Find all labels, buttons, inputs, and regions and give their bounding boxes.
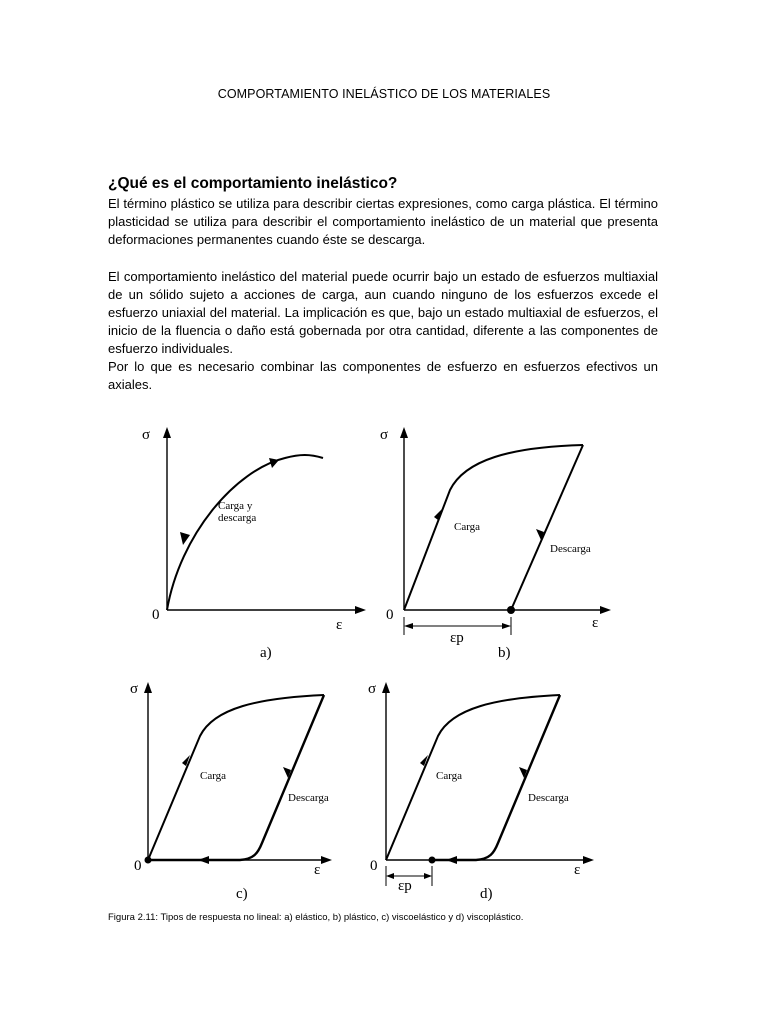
caption-d: d) (480, 886, 493, 902)
caption-b: b) (498, 645, 511, 661)
caption-c: c) (236, 886, 248, 902)
epsilon-axis-label: ε (314, 862, 321, 878)
figure-d-viscoplastic (360, 678, 620, 928)
origin-label: 0 (134, 858, 142, 874)
paragraph-multiaxial (108, 268, 658, 394)
figure-b-plastic (380, 425, 640, 675)
figure-a-diagram (140, 425, 400, 675)
paragraph-text: Por lo que es necesario combinar las componentes de esfuerzo en esfuerzos efectivos un axiales. (108, 359, 658, 392)
label-carga: Carga (436, 770, 463, 782)
epsilon-p-label: εp (398, 878, 412, 894)
sigma-axis-label: σ (368, 681, 377, 697)
epsilon-axis-label: ε (574, 862, 581, 878)
arrow-icon (198, 856, 209, 864)
arrow-icon (446, 856, 457, 864)
figure-c-diagram (128, 678, 388, 928)
label-descarga: Descarga (288, 792, 329, 804)
figure-caption: Figura 2.11: Tipos de respuesta no lineal: a) elástico, b) plástico, c) viscoelástico y d) viscoplástico. (108, 912, 524, 923)
origin-label: 0 (386, 607, 394, 623)
label-descarga: Descarga (528, 792, 569, 804)
sigma-axis-label: σ (142, 427, 151, 443)
paragraph-text: El comportamiento inelástico del material puede ocurrir bajo un estado de esfuerzos multiaxial de un sólido sujeto a acciones de carga, aun cuando ninguno de los esfuerzos excede el esfuerzo uniaxial del material. La implicación es que, bajo un estado multiaxial de esfuerzos, el inicio de la fluencia o daño está gobernada por otra cantidad, diferente a las componentes de esfuerzo individuales. (108, 269, 658, 356)
label-descarga: Descarga (550, 543, 591, 555)
epsilon-axis-label: ε (336, 617, 343, 633)
label-carga-descarga: Carga y descarga (218, 500, 257, 524)
epsilon-axis-label: ε (592, 615, 599, 631)
epsilon-p-label: εp (450, 630, 464, 646)
caption-a: a) (260, 645, 272, 661)
figure-b-diagram (380, 425, 640, 675)
paragraph-text: El término plástico se utiliza para describir ciertas expresiones, como carga plástica. El término plasticidad se utiliza para describir el comportamiento inelástico de un material que presenta deformaciones permanentes cuando éste se descarga. (108, 196, 658, 247)
label-carga: Carga (454, 521, 481, 533)
arrow-icon (180, 532, 190, 545)
section-heading: ¿Qué es el comportamiento inelástico? (108, 175, 398, 192)
page-title: COMPORTAMIENTO INELÁSTICO DE LOS MATERIALES (217, 87, 551, 101)
origin-label: 0 (152, 607, 160, 623)
figure-a-elastic (140, 425, 400, 675)
figure-c-viscoelastic (128, 678, 388, 928)
origin-label: 0 (370, 858, 378, 874)
sigma-axis-label: σ (380, 427, 389, 443)
paragraph-definition (108, 195, 658, 249)
sigma-axis-label: σ (130, 681, 139, 697)
label-carga: Carga (200, 770, 227, 782)
